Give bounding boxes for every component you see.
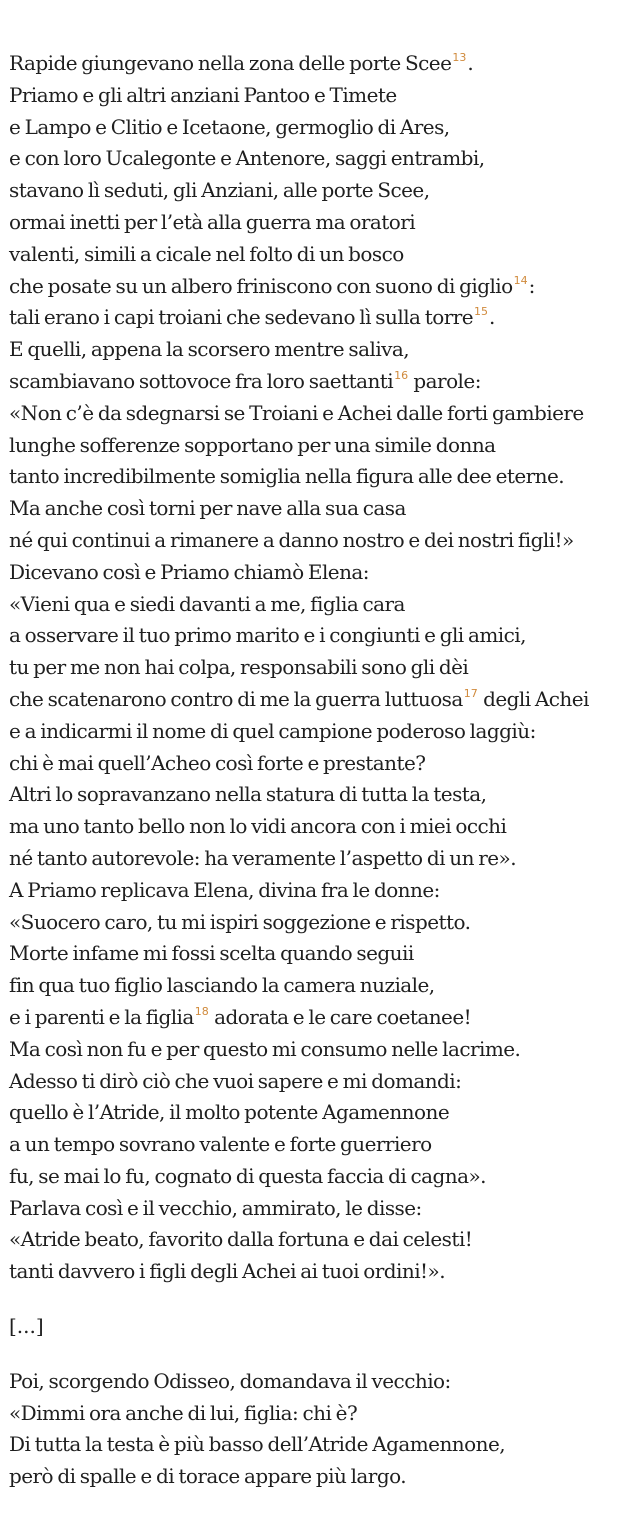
verse-line [9,748,628,780]
footnote-marker[interactable]: 16 [394,368,409,382]
verse-line [9,557,628,589]
verse-text: A Priamo replicava Elena, divina fra le donne: [9,877,440,902]
verse-text: tali erano i capi troiani che sedevano lì sulla torre [9,305,474,330]
verse-line [9,207,628,239]
verse-line [9,334,628,366]
verse-text: a un tempo sovrano valente e forte guerriero [9,1132,432,1157]
verse-text: fu, se mai lo fu, cognato di questa faccia di cagna». [9,1163,486,1188]
verse-text: chi è mai quell’Acheo così forte e prestante? [9,750,426,775]
verse-text: «Vieni qua e siedi davanti a me, figlia cara [9,591,405,616]
verse-line [9,461,628,493]
verse-line [9,875,628,907]
verse-line [9,1398,628,1430]
verse-text: «Suocero caro, tu mi ispiri soggezione e rispetto. [9,909,471,934]
verse-line [9,175,628,207]
verse-line [9,843,628,875]
verse-text: né qui continui a rimanere a danno nostro e dei nostri figli!» [9,527,574,552]
verse-line [9,398,628,430]
verse-block-2 [9,1366,628,1493]
verse-text: «Atride beato, favorito dalla fortuna e dai celesti! [9,1227,473,1252]
verse-line [9,48,628,80]
verse-line [9,811,628,843]
footnote-marker[interactable]: 14 [513,273,528,287]
omission-marker: [...] [9,1314,44,1339]
verse-text: però di spalle e di torace appare più largo. [9,1464,407,1489]
verse-line [9,684,628,716]
verse-line [9,302,628,334]
verse-text: quello è l’Atride, il molto potente Agamennone [9,1100,450,1125]
verse-text: ormai inetti per l’età alla guerra ma oratori [9,209,416,234]
verse-text: degli Achei [478,686,589,711]
verse-text: Morte infame mi fossi scelta quando seguii [9,941,414,966]
verse-line [9,1461,628,1493]
verse-text: Adesso ti dirò ciò che vuoi sapere e mi domandi: [9,1068,462,1093]
verse-text: E quelli, appena la scorsero mentre saliva, [9,337,410,362]
verse-text: e a indicarmi il nome di quel campione poderoso laggiù: [9,718,536,743]
verse-line [9,1224,628,1256]
verse-text: Priamo e gli altri anziani Pantoo e Timete [9,82,397,107]
verse-line [9,239,628,271]
verse-block-1 [9,48,628,1288]
verse-line [9,1002,628,1034]
poem-excerpt [9,48,628,1493]
verse-line [9,970,628,1002]
footnote-marker[interactable]: 13 [452,51,467,64]
verse-text: Altri lo sopravanzano nella statura di tutta la testa, [9,782,487,807]
verse-text: scambiavano sottovoce fra loro saettanti [9,368,394,393]
verse-line [9,716,628,748]
verse-text: Poi, scorgendo Odisseo, domandava il vecchio: [9,1368,451,1393]
verse-line [9,1066,628,1098]
verse-line [9,652,628,684]
verse-text: parole: [409,368,481,393]
verse-text: . [489,305,495,330]
verse-line [9,779,628,811]
verse-text: e Lampo e Clitio e Icetaone, germoglio di Ares, [9,114,450,139]
verse-text: che posate su un albero friniscono con suono di giglio [9,273,513,298]
verse-text: : [528,273,535,298]
footnote-marker[interactable]: 15 [474,305,489,319]
footnote-marker[interactable]: 18 [194,1004,209,1018]
verse-text: stavano lì seduti, gli Anziani, alle porte Scee, [9,178,430,203]
verse-text: a osservare il tuo primo marito e i congiunti e gli amici, [9,623,526,648]
verse-line [9,1429,628,1461]
footnote-marker[interactable]: 17 [463,686,478,700]
verse-text: Di tutta la testa è più basso dell’Atride Agamennone, [9,1432,506,1457]
verse-text: Parlava così e il vecchio, ammirato, le disse: [9,1195,422,1220]
verse-text: e i parenti e la figlia [9,1004,194,1029]
verse-line [9,589,628,621]
verse-text: che scatenarono contro di me la guerra luttuosa [9,686,463,711]
verse-text: tanti davvero i figli degli Achei ai tuoi ordini!». [9,1259,446,1284]
verse-line [9,80,628,112]
verse-text: né tanto autorevole: ha veramente l’aspetto di un re». [9,845,517,870]
block-gap [9,1288,628,1311]
verse-text: fin qua tuo figlio lasciando la camera nuziale, [9,973,435,998]
verse-text: tanto incredibilmente somiglia nella figura alle dee eterne. [9,464,565,489]
verse-line [9,366,628,398]
verse-line [9,620,628,652]
verse-line [9,271,628,303]
verse-text: Rapide giungevano nella zona delle porte Scee [9,51,452,75]
verse-text: lunghe sofferenze sopportano per una simile donna [9,432,496,457]
verse-line [9,1129,628,1161]
verse-line [9,112,628,144]
verse-line [9,525,628,557]
verse-text: «Dimmi ora anche di lui, figlia: chi è? [9,1400,358,1425]
verse-text: e con loro Ucalegonte e Antenore, saggi entrambi, [9,146,485,171]
verse-text: tu per me non hai colpa, responsabili sono gli dèi [9,655,469,680]
verse-text: Ma così non fu e per questo mi consumo nelle lacrime. [9,1036,521,1061]
block-gap [9,1343,628,1366]
verse-line [9,1161,628,1193]
verse-line [9,430,628,462]
verse-text: . [467,51,474,75]
verse-line [9,1097,628,1129]
verse-text: «Non c’è da sdegnarsi se Troiani e Achei dalle forti gambiere [9,400,584,425]
verse-text: adorata e le care coetanee! [209,1004,472,1029]
verse-line [9,1256,628,1288]
verse-line [9,1034,628,1066]
verse-line [9,1366,628,1398]
verse-line [9,938,628,970]
verse-line [9,493,628,525]
verse-text: Dicevano così e Priamo chiamò Elena: [9,559,369,584]
verse-line [9,143,628,175]
verse-text: ma uno tanto bello non lo vidi ancora con i miei occhi [9,814,507,839]
verse-text: valenti, simili a cicale nel folto di un bosco [9,241,404,266]
verse-line [9,907,628,939]
verse-line [9,1193,628,1225]
verse-text: Ma anche così torni per nave alla sua casa [9,496,406,521]
